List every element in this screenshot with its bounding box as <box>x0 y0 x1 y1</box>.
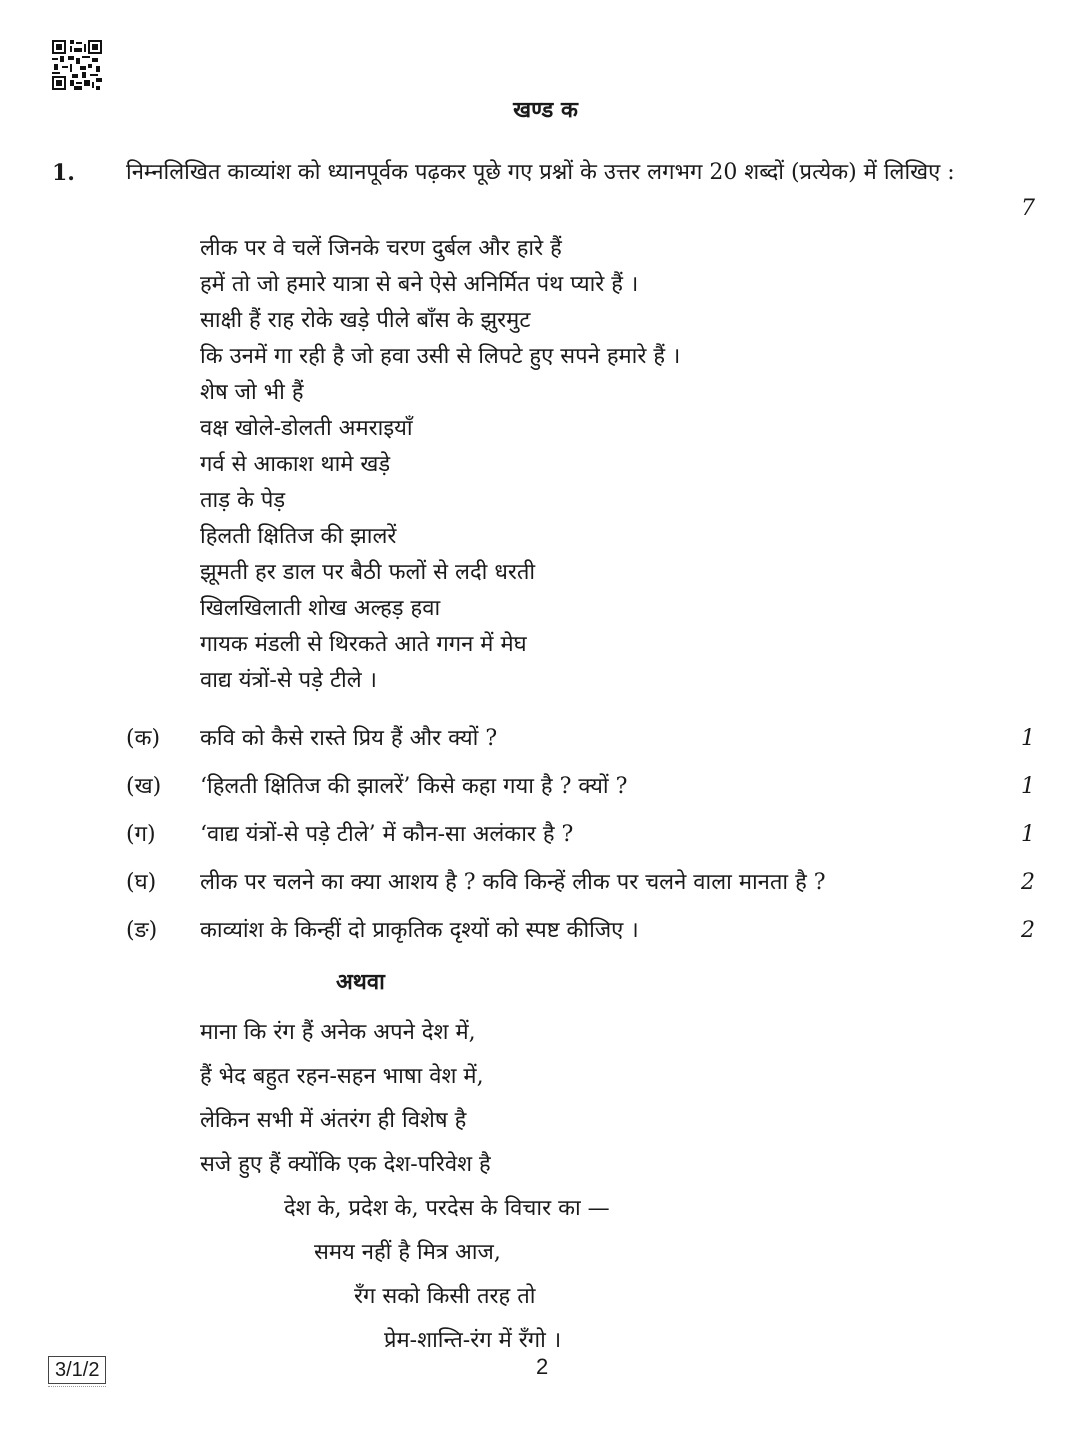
sub-question-label: (घ) <box>126 870 157 895</box>
sub-question-label: (ङ) <box>126 918 158 943</box>
poem-line: वक्ष खोले-डोलती अमराइयाँ <box>200 416 413 441</box>
sub-question-label: (ग) <box>126 822 156 847</box>
sub-question-label: (ख) <box>126 774 162 799</box>
poem-line: गर्व से आकाश थामे खड़े <box>200 452 391 477</box>
sub-question-label: (क) <box>126 726 161 751</box>
alt-poem-line: हैं भेद बहुत रहन-सहन भाषा वेश में, <box>200 1064 484 1089</box>
or-heading: अथवा <box>336 969 385 995</box>
sub-question-marks: 2 <box>1021 870 1035 895</box>
alt-poem-line: समय नहीं है मित्र आज, <box>314 1240 501 1265</box>
question-instruction: निम्नलिखित काव्यांश को ध्यानपूर्वक पढ़कर पूछे गए प्रश्नों के उत्तर लगभग 20 शब्दों (प्रत्येक) में लिखिए : <box>126 160 955 185</box>
alt-poem-line: देश के, प्रदेश के, परदेस के विचार का — <box>284 1196 610 1221</box>
poem-line: साक्षी हैं राह रोके खड़े पीले बाँस के झुरमुट <box>200 308 531 333</box>
poem-line: गायक मंडली से थिरकते आते गगन में मेघ <box>200 632 527 657</box>
qr-code-icon <box>52 40 102 90</box>
poem-line: लीक पर वे चलें जिनके चरण दुर्बल और हारे हैं <box>200 236 562 261</box>
sub-question-text: कवि को कैसे रास्ते प्रिय हैं और क्यों ? <box>200 726 498 751</box>
poem-line: हिलती क्षितिज की झालरें <box>200 524 397 549</box>
poem-line: शेष जो भी हैं <box>200 380 304 405</box>
sub-question-marks: 1 <box>1021 774 1035 799</box>
section-title: खण्ड क <box>513 97 578 123</box>
alt-poem-line: प्रेम-शान्ति-रंग में रँगो । <box>384 1328 562 1353</box>
sub-question-marks: 2 <box>1021 918 1035 943</box>
alt-poem-line: लेकिन सभी में अंतरंग ही विशेष है <box>200 1108 467 1133</box>
poem-line: ताड़ के पेड़ <box>200 488 286 513</box>
paper-code: 3/1/2 <box>48 1356 106 1384</box>
poem-line: वाद्य यंत्रों-से पड़े टीले । <box>200 668 377 693</box>
alt-poem-line: माना कि रंग हैं अनेक अपने देश में, <box>200 1020 476 1045</box>
alt-poem-line: सजे हुए हैं क्योंकि एक देश-परिवेश है <box>200 1152 491 1177</box>
poem-line: झूमती हर डाल पर बैठी फलों से लदी धरती <box>200 560 536 585</box>
question-number: 1. <box>52 160 75 186</box>
poem-line: हमें तो जो हमारे यात्रा से बने ऐसे अनिर्मित पंथ प्यारे हैं । <box>200 272 639 297</box>
question-total-marks: 7 <box>1021 196 1035 221</box>
poem-line: कि उनमें गा रही है जो हवा उसी से लिपटे हुए सपने हमारे हैं । <box>200 344 681 369</box>
alt-poem-line: रँग सको किसी तरह तो <box>354 1284 536 1309</box>
page-number: 2 <box>536 1354 549 1379</box>
sub-question-marks: 1 <box>1021 822 1035 847</box>
sub-question-text: लीक पर चलने का क्या आशय है ? कवि किन्हें लीक पर चलने वाला मानता है ? <box>200 870 826 895</box>
sub-question-text: ‘हिलती क्षितिज की झालरें’ किसे कहा गया है ? क्यों ? <box>200 774 628 799</box>
sub-question-text: काव्यांश के किन्हीं दो प्राकृतिक दृश्यों को स्पष्ट कीजिए । <box>200 918 639 943</box>
poem-line: खिलखिलाती शोख अल्हड़ हवा <box>200 596 441 621</box>
sub-question-text: ‘वाद्य यंत्रों-से पड़े टीले’ में कौन-सा अलंकार है ? <box>200 822 574 847</box>
sub-question-marks: 1 <box>1021 726 1035 751</box>
